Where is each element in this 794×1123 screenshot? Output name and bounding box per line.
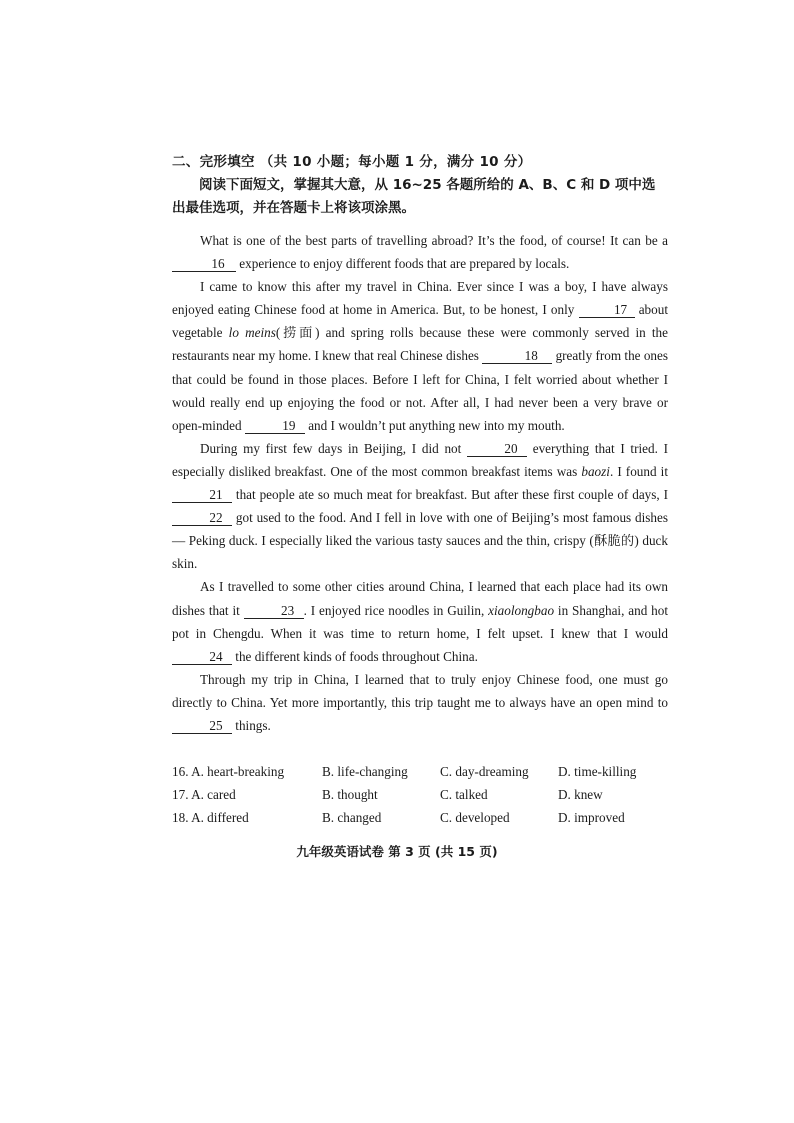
question-18-options: 18. A. differed B. changed C. developed D. improved	[172, 809, 625, 825]
blank-16[interactable]: 16	[172, 256, 236, 272]
paragraph-3: During my first few days in Beijing, I did not 20 everything that I tried. I especially disliked breakfast. One of the most common breakfast items was baozi. I found it 21 that people ate so much meat for breakfast. But after these first couple of days, I 22 got used to the food. And I fell in love with one of Beijing’s most famous dishes — Peking duck. I especially liked the various tasty sauces and the thin, crispy (酥脆的) duck skin.	[172, 440, 669, 572]
section-title: 二、完形填空 （共 10 小题；每小题 1 分，满分 10 分）	[172, 154, 532, 170]
question-16-options: 16. A. heart-breaking B. life-changing C. day-dreaming D. time-killing	[172, 763, 637, 779]
blank-23[interactable]: 23	[244, 603, 304, 619]
blank-20[interactable]: 20	[467, 441, 527, 457]
blank-22[interactable]: 22	[172, 510, 232, 526]
paragraph-4: As I travelled to some other cities around China, I learned that each place had its own dishes that it 23 . I enjoyed rice noodles in Guilin, xiaolongbao in Shanghai, and hot pot in Chengdu. When it was time to return home, I felt upset. I knew that I would 24 the different kinds of foods throughout China.	[172, 579, 668, 664]
page-footer: 九年级英语试卷 第 3 页 (共 15 页)	[296, 844, 498, 859]
cloze-passage	[172, 229, 668, 737]
blank-19[interactable]: 19	[245, 418, 305, 434]
blank-25[interactable]: 25	[172, 718, 232, 734]
blank-17[interactable]: 17	[579, 302, 635, 318]
paragraph-1: What is one of the best parts of travelling abroad? It’s the food, of course! It can be a 16 experience to enjoy different foods that are prepared by locals.	[172, 229, 668, 275]
paragraph-5: Through my trip in China, I learned that to truly enjoy Chinese food, one must go directly to China. Yet more importantly, this trip taught me to always have an open mind to 25 things.	[172, 671, 668, 733]
paragraph-2: I came to know this after my travel in China. Ever since I was a boy, I have always enjoyed eating Chinese food at home in America. But, to be honest, I only 17 about vegetable lo meins(捞面) and spring rolls because these were commonly served in the restaurants near my home. I knew that real Chinese dishes 18 greatly from the ones that could be found in those places. Before I left for China, I felt worried about whether I would really end up enjoying the food or not. After all, I had never been a very brave or open-minded 19 and I wouldn’t put anything new into my mouth.	[172, 279, 669, 433]
blank-24[interactable]: 24	[172, 649, 232, 665]
blank-21[interactable]: 21	[172, 487, 232, 503]
answer-options	[172, 760, 692, 829]
question-17-options: 17. A. cared B. thought C. talked D. knew	[172, 786, 603, 802]
section-instructions: 阅读下面短文，掌握其大意，从 16~25 各题所给的 A、B、C 和 D 项中选出最佳选项，并在答题卡上将该项涂黑。	[172, 177, 656, 216]
blank-18[interactable]: 18	[482, 348, 552, 364]
